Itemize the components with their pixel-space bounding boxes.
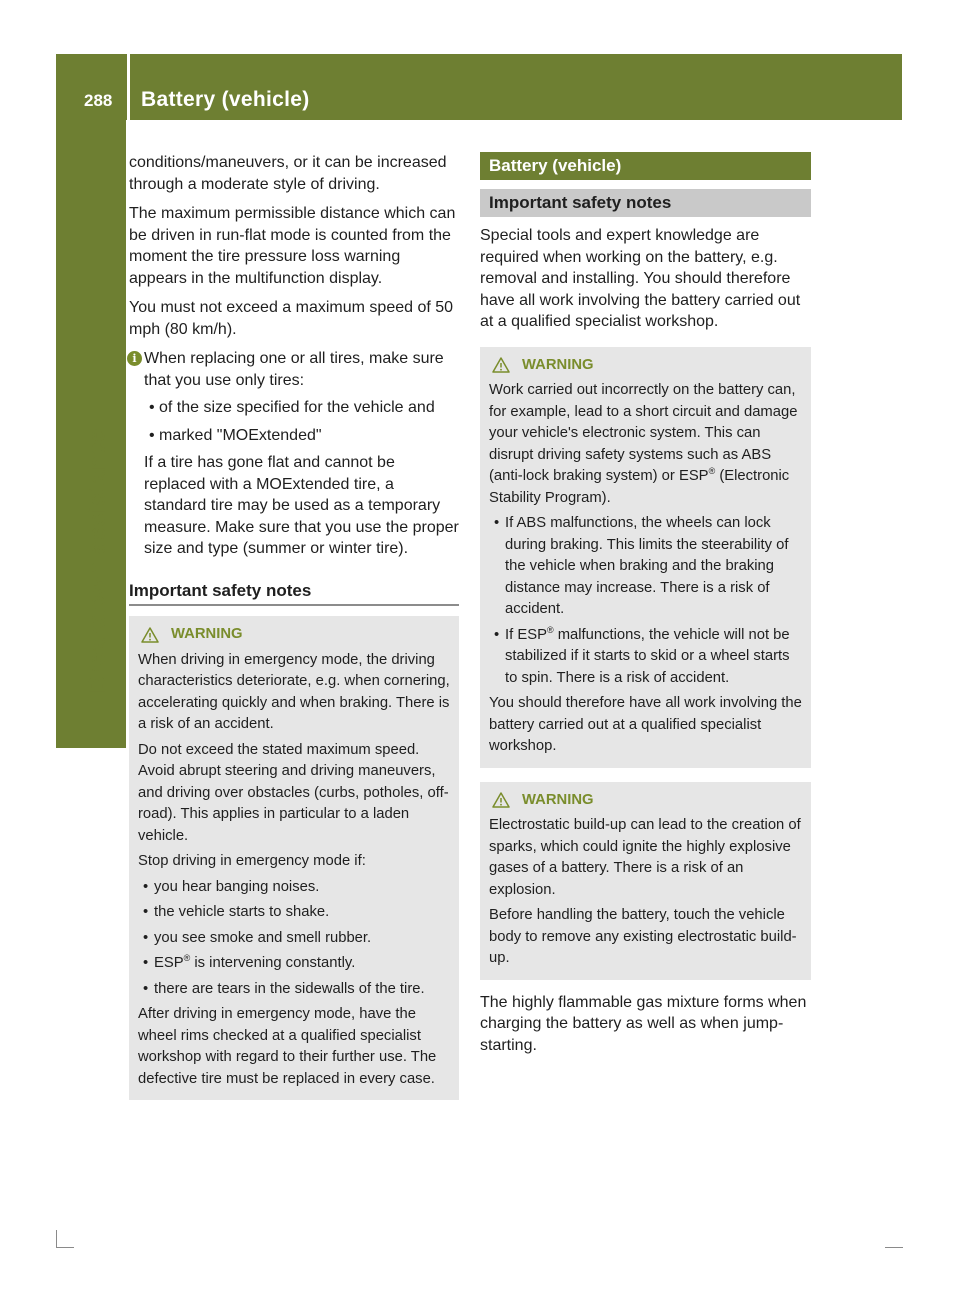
intro-paragraph: conditions/maneuvers, or it can be increased through a moderate style of driving. <box>129 154 447 193</box>
warning-title: WARNING <box>171 626 243 642</box>
list-item: • If ABS malfunctions, the wheels can lock during braking. This limits the steerability of the vehicle when braking and the braking distance may increase. There is a risk of accident. <box>489 513 803 621</box>
list-item: • there are tears in the sidewalls of the tire. <box>138 979 451 1001</box>
info-icon: i <box>127 351 142 366</box>
warning-triangle-icon <box>492 357 510 373</box>
list-item: • marked "MOExtended" <box>144 425 459 447</box>
list-item-text: If ESP <box>505 626 547 643</box>
warning-list <box>489 513 803 689</box>
registered-mark: ® <box>183 953 191 963</box>
warning-triangle-icon <box>141 627 159 643</box>
warning-heading <box>138 624 451 646</box>
section-title: Battery (vehicle) <box>480 152 811 180</box>
info-note <box>129 348 459 560</box>
left-column <box>129 152 459 1100</box>
warning-paragraph: After driving in emergency mode, have the wheel rims checked at a qualified specialist workshop with regard to their further use. The defective tire must be replaced in every case. <box>138 1006 437 1087</box>
warning-paragraph <box>489 380 803 509</box>
esp-label: ESP <box>154 955 184 971</box>
list-item-text: is intervening constantly. <box>194 955 356 971</box>
crop-mark-bottom-left-horizontal <box>56 1247 74 1248</box>
warning-paragraph: Before handling the battery, touch the vehicle body to remove any existing electrostatic build-up. <box>489 907 797 966</box>
crop-mark-bottom-right-horizontal <box>885 1247 903 1248</box>
warning-heading <box>489 355 803 377</box>
closing-paragraph: The highly flammable gas mixture forms when charging the battery as well as when jump-starting. <box>480 993 807 1054</box>
warning-paragraph: Do not exceed the stated maximum speed. Avoid abrupt steering and driving maneuvers, and driving over obstacles (curbs, potholes, off-road). This applies in particular to a laden vehicle. <box>138 741 449 844</box>
warning-triangle-icon <box>492 792 510 808</box>
safety-notes-heading: Important safety notes <box>129 580 459 607</box>
warning-paragraph: Electrostatic build-up can lead to the creation of sparks, which could ignite the highly explosive gases of a battery. There is a risk of an explosion. <box>489 817 801 898</box>
warning-text: (Electronic Stability Program). <box>489 468 790 506</box>
distance-paragraph: The maximum permissible distance which can be driven in run-flat mode is counted from the moment the tire pressure loss warning appears in the multifunction display. <box>129 205 456 287</box>
info-note-intro: When replacing one or all tires, make sure that you use only tires: <box>144 350 444 389</box>
list-item: • you see smoke and smell rubber. <box>138 928 451 950</box>
intro-paragraph: Special tools and expert knowledge are required when working on the battery, e.g. removal and installing. You should therefore have all work involving the battery carried out at a qualified specialist workshop. <box>480 227 801 330</box>
registered-mark: ® <box>546 624 554 635</box>
list-item: • of the size specified for the vehicle and <box>144 397 459 419</box>
warning-paragraph: When driving in emergency mode, the driving characteristics deteriorate, e.g. when cornering, accelerating quickly and when braking. There is a risk of an accident. <box>138 651 450 732</box>
page-number: 288 <box>84 91 113 110</box>
header-divider <box>127 54 130 120</box>
warning-box <box>480 347 811 768</box>
warning-list <box>138 877 451 1001</box>
right-column <box>480 152 811 1064</box>
warning-paragraph: Stop driving in emergency mode if: <box>138 853 366 869</box>
warning-box <box>129 616 459 1100</box>
list-item: • the vehicle starts to shake. <box>138 902 451 924</box>
list-item-text: malfunctions, the vehicle will not be stabilized if it starts to skid or a wheel starts to spin. There is a risk of accident. <box>505 626 790 686</box>
info-note-paragraph: If a tire has gone flat and cannot be replaced with a MOExtended tire, a standard tire may be used as a temporary measure. Make sure that you use the proper size and type (summer or winter tire). <box>144 454 459 557</box>
warning-title: WARNING <box>522 791 594 808</box>
side-tab-label: Breakdown assistance <box>84 428 111 693</box>
list-item <box>138 953 451 975</box>
warning-heading <box>489 790 803 812</box>
subsection-title: Important safety notes <box>480 189 811 217</box>
warning-paragraph: You should therefore have all work involving the battery carried out at a qualified specialist workshop. <box>489 695 802 754</box>
warning-box <box>480 782 811 980</box>
warning-text: Work carried out incorrectly on the battery can, for example, lead to a short circuit and damage your vehicle's electronic system. This can disrupt driving safety systems such as ABS (anti-lock braking system) or ESP <box>489 382 798 484</box>
speed-paragraph: You must not exceed a maximum speed of 50 mph (80 km/h). <box>129 299 454 338</box>
running-title: Battery (vehicle) <box>141 88 310 111</box>
list-item <box>489 625 803 690</box>
registered-mark: ® <box>708 466 716 476</box>
warning-title: WARNING <box>522 356 594 373</box>
info-note-list <box>144 397 459 446</box>
crop-mark-bottom-left-vertical <box>56 1230 57 1248</box>
list-item: • you hear banging noises. <box>138 877 451 899</box>
